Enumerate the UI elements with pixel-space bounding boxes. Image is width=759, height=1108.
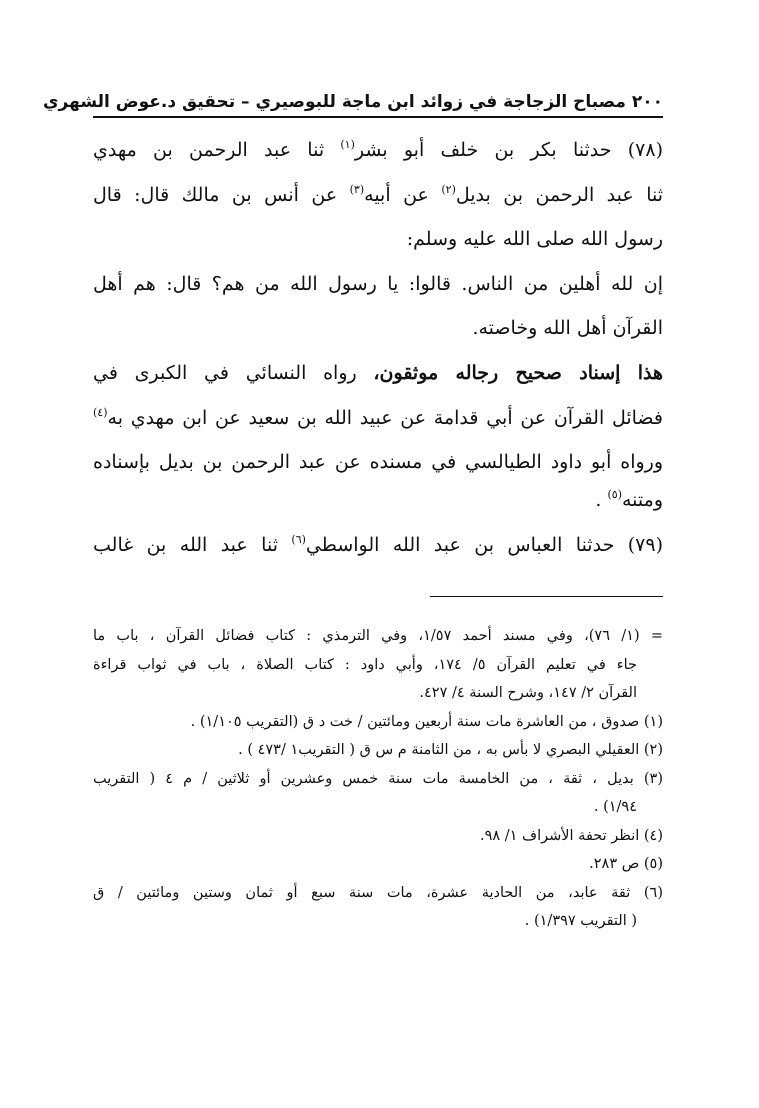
footnote-6-line-1: (٦) ثقة عابد، من الحادية عشرة، مات سنة سبع أو ثمان وستين ومائتين / ق [93, 884, 663, 901]
hadith-78-line-1: (٧٨) حدثنا بكر بن خلف أبو بشر$^{(١)}$ ثنا عبد الرحمن بن مهدي [93, 138, 663, 161]
footnote-4: (٤) انظر تحفة الأشراف ١/ ٩٨. [479, 827, 663, 844]
ruling-line-4: ومتنه$^{(٥)}$ . [595, 487, 663, 511]
main-text [93, 128, 663, 567]
footnote-1: (١) صدوق ، من العاشرة مات سنة أربعين ومائتين / خت د ق (التقريب ١/١٠٥) . [190, 713, 663, 730]
hadith-79-line-1: (٧٩) حدثنا العباس بن عبد الله الواسطي$^{(٦)}$ ثنا عبد الله بن غالب [93, 532, 663, 556]
running-header [42, 88, 663, 118]
footnote-continuation-line-1: = (١/ ٧٦)، وفي مسند أحمد ١/٥٧، وفي الترمذي : كتاب فضائل القرآن ، باب ما [93, 628, 663, 644]
ruling-line-3: ورواه أبو داود الطيالسي في مسنده عن عبد الرحمن بن بديل بإسناده [93, 451, 663, 474]
footnote-ref-1[interactable]: (١) [340, 138, 355, 151]
matn-line-2: القرآن أهل الله وخاصته. [472, 317, 663, 340]
footnote-6-line-2: ( التقريب ١/٣٩٧) . [524, 913, 637, 929]
footnote-ref-6[interactable]: (٦) [291, 532, 306, 546]
matn-line-1: إن لله أهلين من الناس. قالوا: يا رسول الله من هم؟ قال: هم أهل [93, 272, 663, 295]
footnote-3-line-1: (٣) بديل ، ثقة ، من الخامسة مات سنة خمس وعشرين أو ثلاثين / م ٤ ( التقريب [93, 770, 663, 787]
footnote-2: (٢) العقيلي البصري لا بأس به ، من الثامنة م س ق ( التقريب١ /٤٧٣ ) . [238, 742, 663, 758]
footnote-continuation-line-2: جاء في تعليم القرآن ٥/ ١٧٤، وأبي داود : كتاب الصلاة ، باب في ثواب قراءة [93, 656, 637, 673]
hadith-78-line-2: ثنا عبد الرحمن بن بديل$^{(٢)}$ عن أبيه$^{(٣)}$ عن أنس بن مالك قال: قال [93, 182, 663, 206]
footnote-separator [430, 596, 663, 597]
footnotes [93, 622, 663, 936]
header-title: ٢٠٠ مصباح الزجاجة في زوائد ابن ماجة للبوصيري – تحقيق د.عوض الشهري [42, 92, 663, 112]
hadith-78-line-3: رسول الله صلى الله عليه وسلم: [406, 228, 663, 251]
ruling-line-1: هذا إسناد صحيح رجاله موثقون، رواه النسائي في الكبرى في [93, 361, 663, 384]
footnote-ref-3[interactable]: (٣) [349, 182, 365, 196]
footnote-ref-5[interactable]: (٥) [607, 487, 622, 501]
ruling-bold-text: هذا إسناد صحيح رجاله موثقون، [373, 361, 663, 384]
ruling-line-2: فضائل القرآن عن أبي قدامة عن عبيد الله بن سعيد عن ابن مهدي به$^{(٤)}$ [93, 405, 663, 429]
footnote-3-line-2: ١/٩٤) . [593, 799, 637, 815]
footnote-continuation-line-3: القرآن ٢/ ١٤٧، وشرح السنة ٤/ ٤٢٧. [419, 685, 637, 701]
footnote-5: (٥) ص ٢٨٣. [589, 856, 663, 872]
footnote-ref-2[interactable]: (٢) [441, 182, 456, 196]
footnote-ref-4[interactable]: (٤) [93, 405, 108, 419]
